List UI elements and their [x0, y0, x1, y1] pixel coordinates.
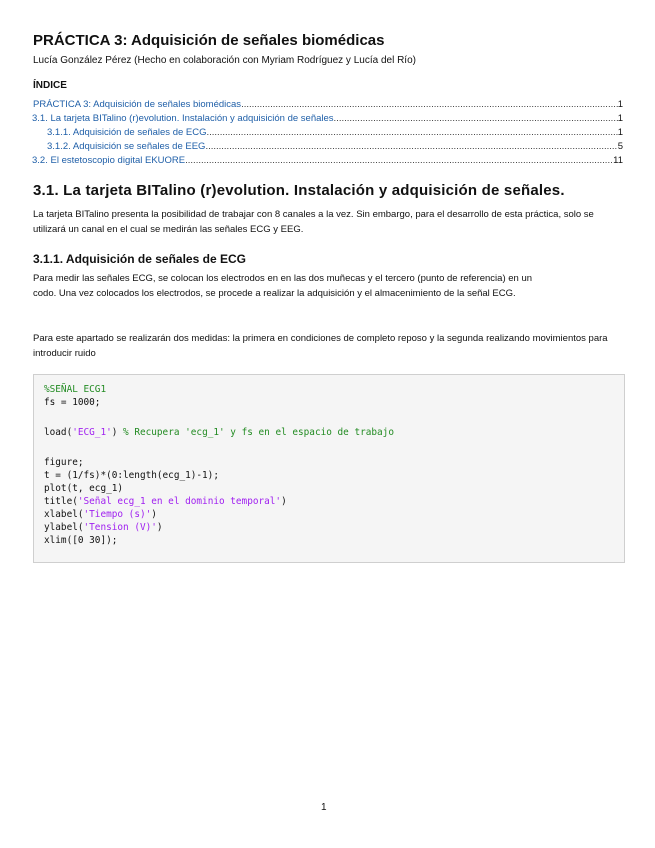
code-text: ): [111, 427, 124, 438]
toc-entry-text[interactable]: 3.1. La tarjeta BITalino (r)evolution. Instalación y adquisición de señales: [32, 113, 334, 124]
toc-leader: [205, 141, 617, 152]
document-title: PRÁCTICA 3: Adquisición de señales biomédicas: [33, 32, 385, 49]
section-paragraph: La tarjeta BITalino presenta la posibilidad de trabajar con 8 canales a la vez. Sin embargo, para el desarrollo de esta práctica, solo se utilizará un canal en el cual se medirán las señales ECG y EEG.: [33, 209, 594, 235]
subsection-paragraph: Para este apartado se realizarán dos medidas: la primera en condiciones de completo reposo y la segunda realizando movimientos para introducir ruido: [33, 333, 608, 359]
subsection-heading: 3.1.1. Adquisición de señales de ECG: [33, 252, 246, 266]
section-heading: 3.1. La tarjeta BITalino (r)evolution. Instalación y adquisición de señales.: [33, 182, 565, 199]
code-text: ): [156, 522, 163, 533]
code-line: xlim([0 30]);: [44, 535, 118, 546]
code-line: [44, 521, 163, 534]
code-string: 'ECG_1': [72, 427, 112, 438]
code-comment: % Recupera 'ecg_1' y fs en el espacio de trabajo: [123, 427, 394, 438]
toc-entry-text[interactable]: 3.1.2. Adquisición se señales de EEG: [47, 141, 206, 152]
toc-entry[interactable]: [33, 127, 623, 141]
toc-leader: [207, 127, 618, 138]
toc-entry-page: 5: [617, 141, 623, 152]
code-text: load(: [44, 427, 73, 438]
document-author: Lucía González Pérez (Hecho en colaboración con Myriam Rodríguez y Lucía del Río): [33, 55, 416, 66]
toc-entry[interactable]: [33, 141, 623, 155]
toc-heading: ÍNDICE: [33, 80, 67, 91]
code-block: [33, 374, 625, 563]
toc-entry[interactable]: [32, 155, 623, 169]
toc-entry-page: 1: [617, 113, 623, 124]
code-line: [44, 508, 157, 521]
toc-entry-text[interactable]: 3.2. El estetoscopio digital EKUORE: [32, 155, 186, 166]
toc-leader: [334, 113, 618, 124]
table-of-contents: [33, 99, 623, 169]
code-line: figure;: [44, 457, 84, 468]
toc-entry-text[interactable]: 3.1.1. Adquisición de señales de ECG: [47, 127, 207, 138]
code-line: fs = 1000;: [44, 397, 101, 408]
code-line: t = (1/fs)*(0:length(ecg_1)-1);: [44, 470, 219, 481]
toc-leader: [241, 99, 618, 110]
code-line: [44, 495, 287, 508]
code-comment-line: %SEÑAL ECG1: [44, 384, 107, 395]
toc-leader: [185, 155, 613, 166]
code-text: ): [151, 509, 157, 520]
toc-entry-page: 1: [617, 99, 623, 110]
toc-entry-text[interactable]: PRÁCTICA 3: Adquisición de señales biomédicas: [33, 99, 242, 110]
toc-entry[interactable]: [32, 113, 623, 127]
subsection-paragraph: Para medir las señales ECG, se colocan los electrodos en en las dos muñecas y el tercero (punto de referencia) en un codo. Una vez colocados los electrodos, se procede a realizar la adquisición y el almacenimiento de la señal ECG.: [33, 273, 533, 299]
code-text: ylabel(: [44, 522, 84, 533]
code-string: 'Tiempo (s)': [83, 509, 152, 520]
toc-entry[interactable]: [33, 99, 623, 113]
code-text: xlabel(: [44, 509, 84, 520]
page-number: 1: [321, 802, 327, 813]
code-text: title(: [44, 496, 78, 507]
toc-entry-page: 11: [613, 155, 623, 166]
code-string: 'Tension (V)': [83, 522, 157, 533]
code-text: ): [281, 496, 287, 507]
code-line: [44, 426, 394, 439]
code-line: plot(t, ecg_1): [44, 483, 124, 494]
toc-entry-page: 1: [617, 127, 623, 138]
code-string: 'Señal ecg_1 en el dominio temporal': [77, 496, 282, 507]
